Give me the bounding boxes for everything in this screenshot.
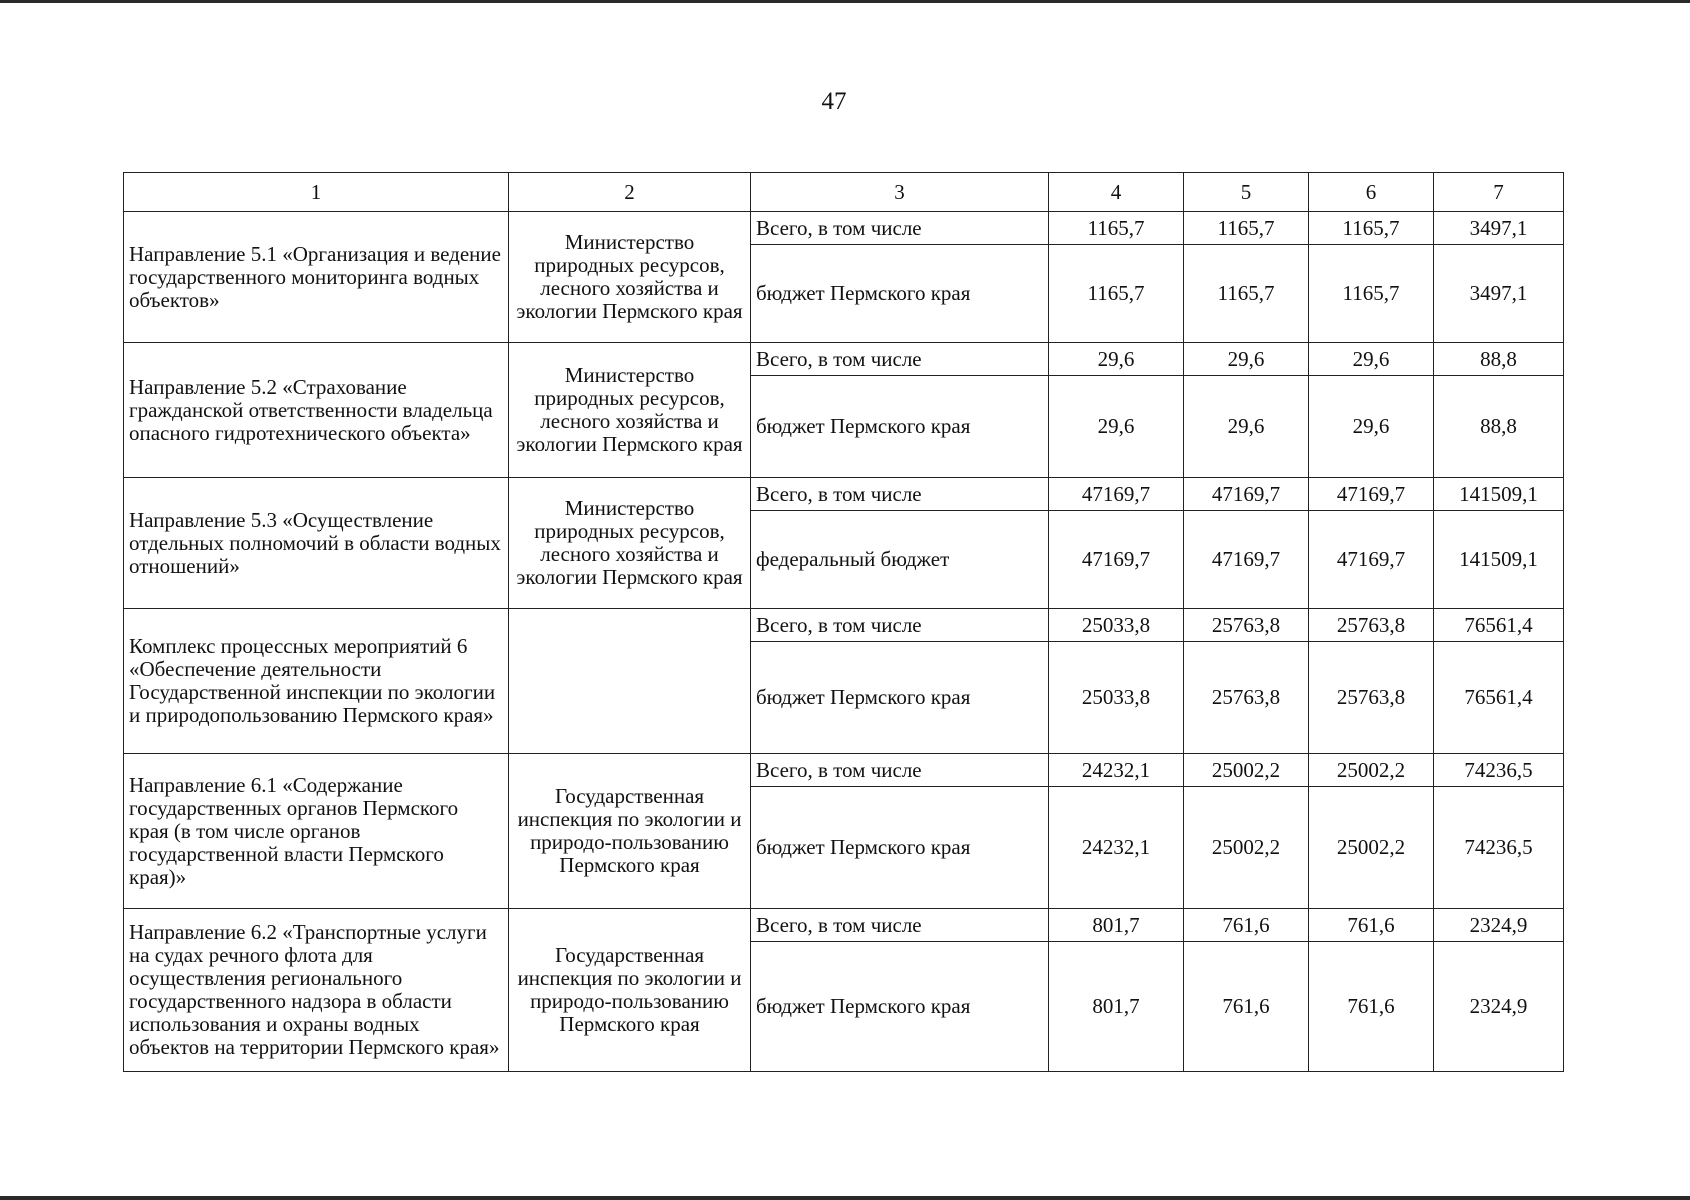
column-header: 2: [509, 173, 751, 212]
value-cell: 1165,7: [1184, 212, 1309, 245]
value-cell: 141509,1: [1434, 478, 1564, 511]
value-cell: 2324,9: [1434, 942, 1564, 1072]
column-header: 1: [124, 173, 509, 212]
responsible-executor: Государственная инспекция по экологии и природо-пользованию Пермского края: [509, 754, 751, 909]
responsible-executor: Министерство природных ресурсов, лесного хозяйства и экологии Пермского края: [509, 478, 751, 609]
value-cell: 761,6: [1184, 909, 1309, 942]
value-cell: 761,6: [1309, 942, 1434, 1072]
value-cell: 25763,8: [1184, 609, 1309, 642]
funding-source: бюджет Пермского края: [751, 642, 1049, 754]
funding-source: Всего, в том числе: [751, 343, 1049, 376]
value-cell: 25763,8: [1309, 609, 1434, 642]
funding-source: бюджет Пермского края: [751, 245, 1049, 343]
program-item-name: Направление 5.3 «Осуществление отдельных полномочий в области водных отношений»: [124, 478, 509, 609]
value-cell: 3497,1: [1434, 245, 1564, 343]
value-cell: 25002,2: [1184, 754, 1309, 787]
column-header: 6: [1309, 173, 1434, 212]
budget-table: [123, 172, 1564, 1072]
value-cell: 24232,1: [1049, 787, 1184, 909]
value-cell: 47169,7: [1184, 478, 1309, 511]
value-cell: 88,8: [1434, 376, 1564, 478]
value-cell: 761,6: [1309, 909, 1434, 942]
funding-source: бюджет Пермского края: [751, 376, 1049, 478]
column-header: 4: [1049, 173, 1184, 212]
value-cell: 47169,7: [1309, 478, 1434, 511]
program-item-name: Комплекс процессных мероприятий 6 «Обеспечение деятельности Государственной инспекции по экологии и природопользованию Пермского края»: [124, 609, 509, 754]
table-header-row: [124, 173, 1564, 212]
column-header: 7: [1434, 173, 1564, 212]
value-cell: 76561,4: [1434, 642, 1564, 754]
value-cell: 47169,7: [1184, 511, 1309, 609]
responsible-executor: Министерство природных ресурсов, лесного хозяйства и экологии Пермского края: [509, 343, 751, 478]
table-row-total: [124, 212, 1564, 245]
value-cell: 2324,9: [1434, 909, 1564, 942]
value-cell: 76561,4: [1434, 609, 1564, 642]
funding-source: Всего, в том числе: [751, 909, 1049, 942]
scan-edge-top: [0, 0, 1690, 3]
scan-edge-bottom: [0, 1196, 1690, 1200]
value-cell: 29,6: [1184, 343, 1309, 376]
value-cell: 47169,7: [1309, 511, 1434, 609]
page-number: 47: [821, 88, 847, 115]
value-cell: 24232,1: [1049, 754, 1184, 787]
value-cell: 1165,7: [1309, 245, 1434, 343]
value-cell: 29,6: [1184, 376, 1309, 478]
program-item-name: Направление 6.1 «Содержание государственных органов Пермского края (в том числе органов государственной власти Пермского края)»: [124, 754, 509, 909]
value-cell: 47169,7: [1049, 478, 1184, 511]
program-item-name: Направление 6.2 «Транспортные услуги на судах речного флота для осуществления регионального государственного надзора в области использования и охраны водных объектов на территории Пермского края»: [124, 909, 509, 1072]
value-cell: 141509,1: [1434, 511, 1564, 609]
table-row-total: [124, 478, 1564, 511]
value-cell: 25033,8: [1049, 609, 1184, 642]
funding-source: бюджет Пермского края: [751, 787, 1049, 909]
value-cell: 88,8: [1434, 343, 1564, 376]
value-cell: 47169,7: [1049, 511, 1184, 609]
value-cell: 1165,7: [1049, 212, 1184, 245]
value-cell: 1165,7: [1049, 245, 1184, 343]
value-cell: 1165,7: [1184, 245, 1309, 343]
funding-source: федеральный бюджет: [751, 511, 1049, 609]
funding-source: Всего, в том числе: [751, 478, 1049, 511]
value-cell: 25763,8: [1309, 642, 1434, 754]
responsible-executor: Государственная инспекция по экологии и природо-пользованию Пермского края: [509, 909, 751, 1072]
value-cell: 761,6: [1184, 942, 1309, 1072]
program-item-name: Направление 5.1 «Организация и ведение государственного мониторинга водных объектов»: [124, 212, 509, 343]
value-cell: 29,6: [1309, 343, 1434, 376]
funding-source: Всего, в том числе: [751, 754, 1049, 787]
table-row-total: [124, 909, 1564, 942]
responsible-executor: [509, 609, 751, 754]
value-cell: 25002,2: [1309, 787, 1434, 909]
value-cell: 29,6: [1049, 376, 1184, 478]
value-cell: 29,6: [1309, 376, 1434, 478]
funding-source: Всего, в том числе: [751, 212, 1049, 245]
funding-source: Всего, в том числе: [751, 609, 1049, 642]
value-cell: 3497,1: [1434, 212, 1564, 245]
program-item-name: Направление 5.2 «Страхование гражданской ответственности владельца опасного гидротехнического объекта»: [124, 343, 509, 478]
table-row-total: [124, 609, 1564, 642]
column-header: 3: [751, 173, 1049, 212]
table-row-total: [124, 343, 1564, 376]
value-cell: 25033,8: [1049, 642, 1184, 754]
value-cell: 801,7: [1049, 909, 1184, 942]
value-cell: 25763,8: [1184, 642, 1309, 754]
column-header: 5: [1184, 173, 1309, 212]
value-cell: 74236,5: [1434, 754, 1564, 787]
responsible-executor: Министерство природных ресурсов, лесного хозяйства и экологии Пермского края: [509, 212, 751, 343]
value-cell: 29,6: [1049, 343, 1184, 376]
value-cell: 801,7: [1049, 942, 1184, 1072]
value-cell: 74236,5: [1434, 787, 1564, 909]
funding-source: бюджет Пермского края: [751, 942, 1049, 1072]
table-row-total: [124, 754, 1564, 787]
value-cell: 25002,2: [1309, 754, 1434, 787]
value-cell: 1165,7: [1309, 212, 1434, 245]
value-cell: 25002,2: [1184, 787, 1309, 909]
